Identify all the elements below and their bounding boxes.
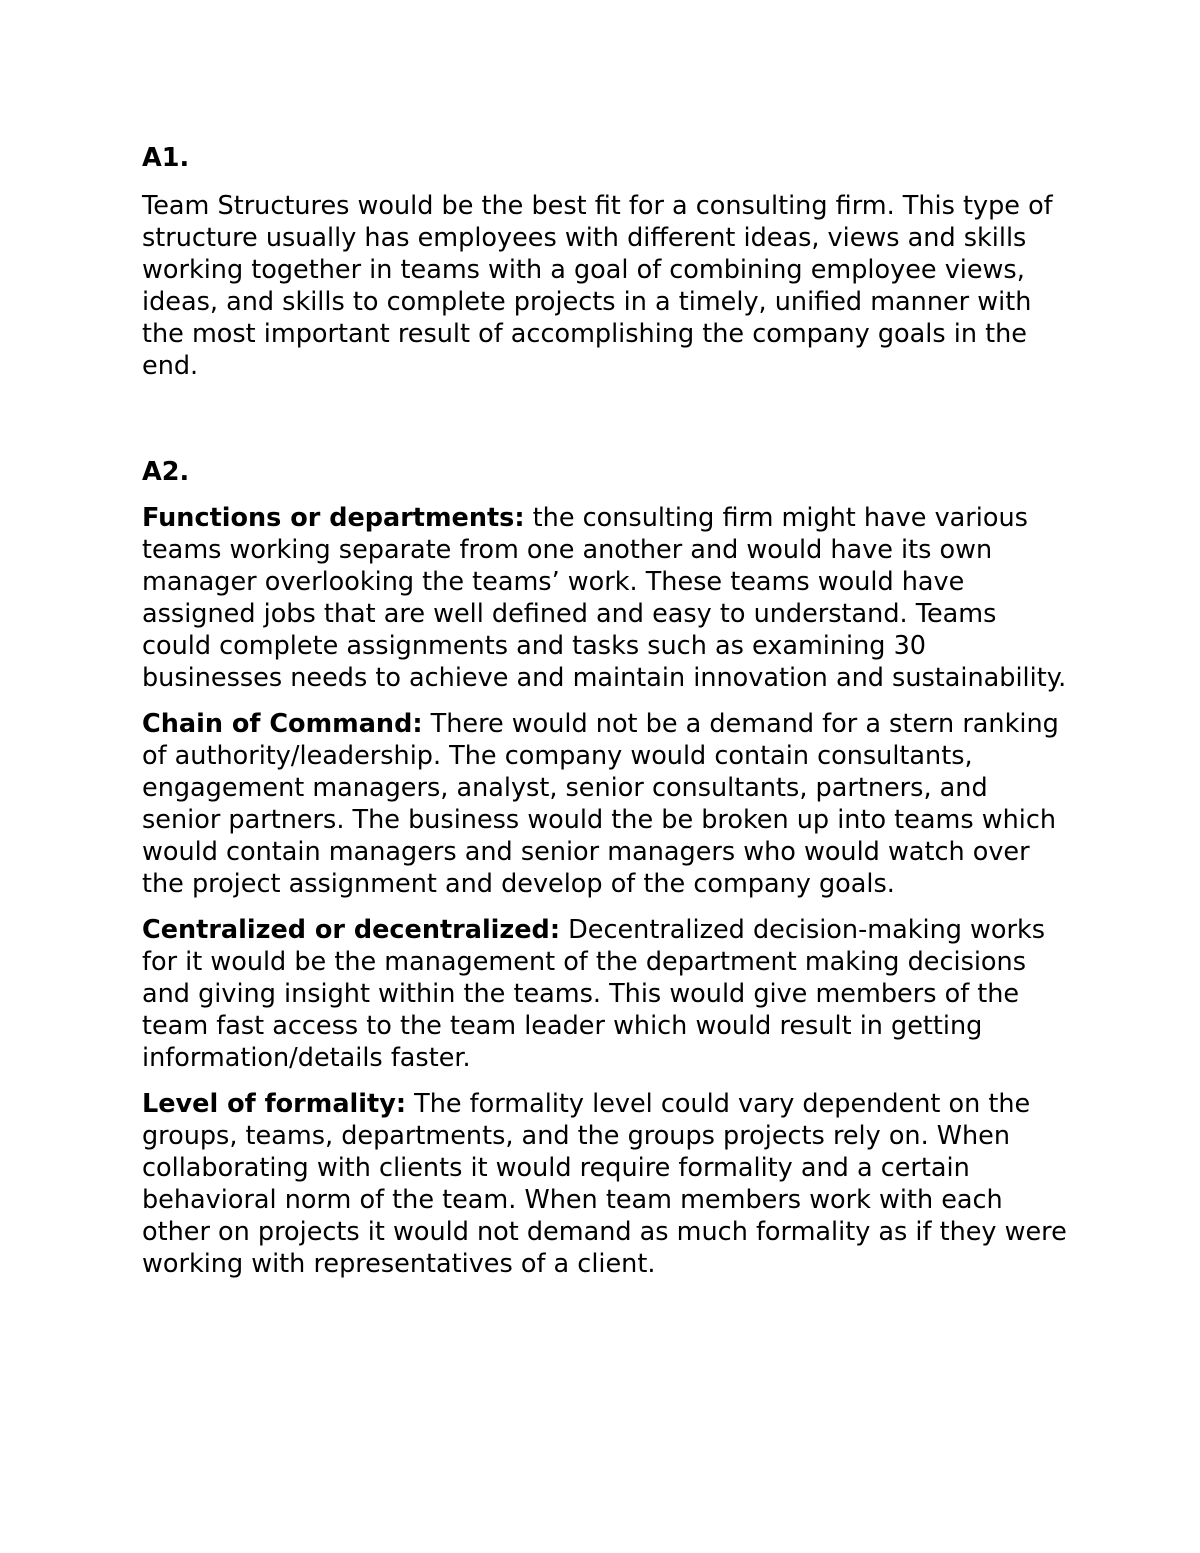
centralization-term: Centralized or decentralized: (142, 915, 561, 945)
centralization-text: Decentralized decision-making works for it would be the management of the department making decisions and giving insight within the teams. This would give members of the team fast access to the team leader which would result in getting information/details faster. (142, 915, 1046, 1073)
functions-departments-text: the consulting firm might have various teams working separate from one another and would have its own manager overlooking the teams’ work. These teams would have assigned jobs that are well defined and easy to understand. Teams could complete assignments and tasks such as examining 30 businesses needs to achieve and maintain innovation and sustainability. (142, 503, 1067, 693)
section-a1-body: Team Structures would be the best fit for a consulting firm. This type of structure usually has employees with different ideas, views and skills working together in teams with a goal of combining employee views, ideas, and skills to complete projects in a timely, unified manner with the most important result of accomplishing the company goals in the end. (142, 191, 1053, 381)
chain-of-command-text: There would not be a demand for a stern ranking of authority/leadership. The company would contain consultants, engagement managers, analyst, senior consultants, partners, and senior partners. The business would the be broken up into teams which would contain managers and senior managers who would watch over the project assignment and develop of the company goals. (142, 709, 1059, 899)
formality-paragraph (142, 1088, 1072, 1280)
document-page (142, 140, 1072, 1294)
chain-of-command-paragraph (142, 708, 1072, 900)
section-a1-heading: A1. (142, 143, 190, 173)
section-a2-heading: A2. (142, 457, 190, 487)
functions-departments-term: Functions or departments: (142, 503, 525, 533)
chain-of-command-term: Chain of Command: (142, 709, 423, 739)
formality-text: The formality level could vary dependent on the groups, teams, departments, and the groups projects rely on. When collaborating with clients it would require formality and a certain behavioral norm of the team. When team members work with each other on projects it would not demand as much formality as if they were working with representatives of a client. (142, 1089, 1067, 1279)
functions-departments-paragraph (142, 502, 1072, 694)
centralization-paragraph (142, 914, 1072, 1074)
formality-term: Level of formality: (142, 1089, 407, 1119)
